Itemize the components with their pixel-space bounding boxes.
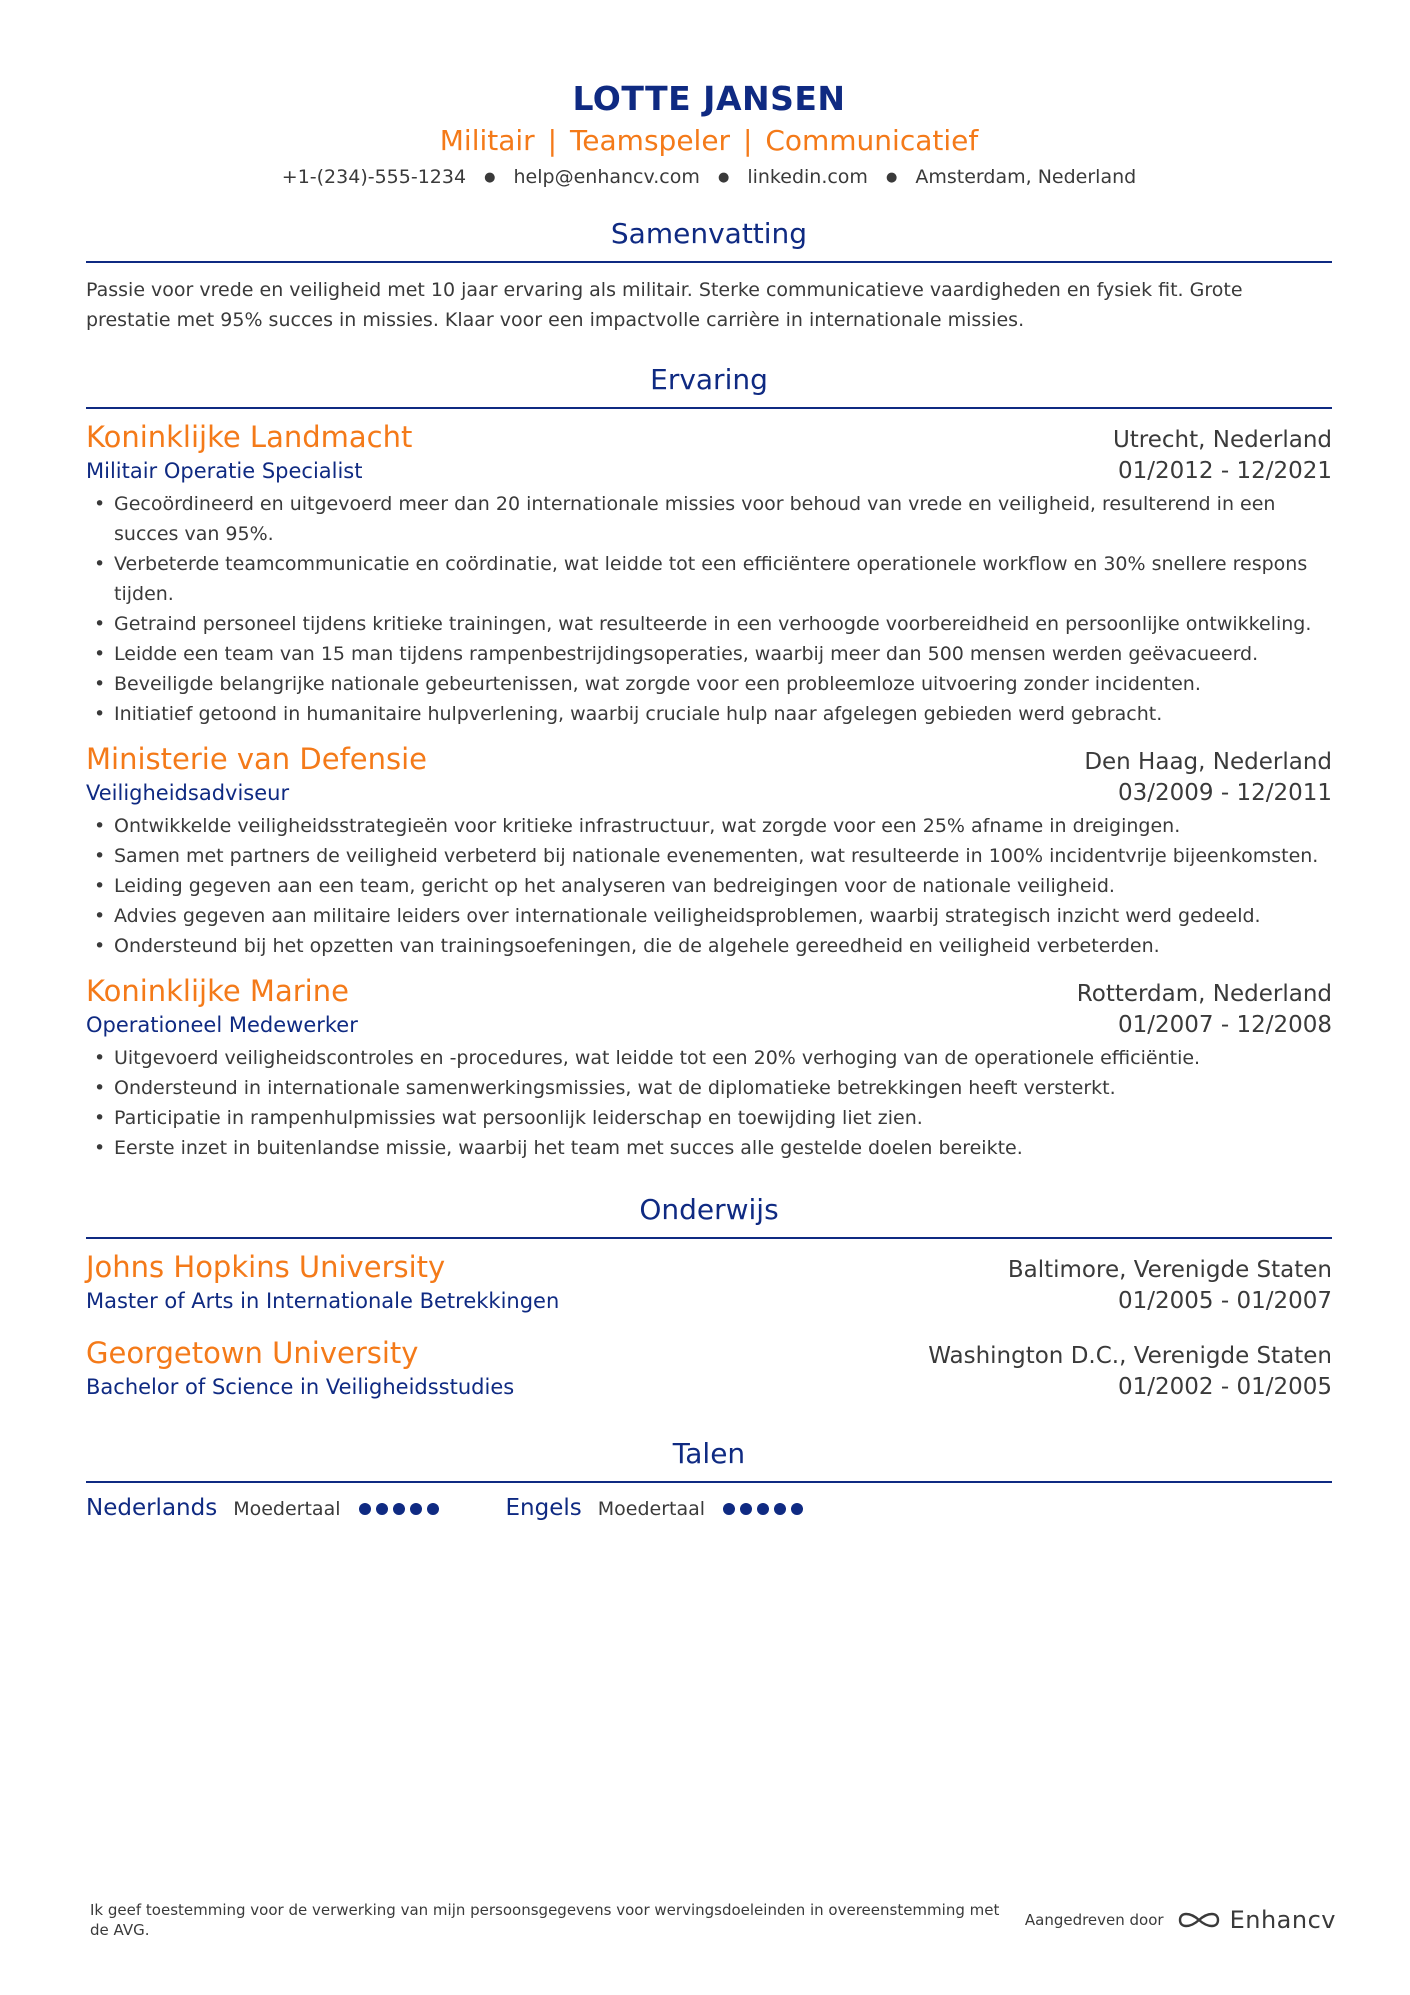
achievement-item: • Ondersteund in internationale samenwerkingsmissies, wat de diplomatieke betrekkingen heeft versterkt. (86, 1073, 1332, 1103)
language-rating (359, 1503, 444, 1515)
achievement-item: • Verbeterde teamcommunicatie en coördinatie, wat leidde tot een efficiëntere operationele workflow en 30% snellere respons tijden. (86, 549, 1332, 609)
headline-item: Militair (439, 124, 535, 157)
section-divider (86, 407, 1332, 409)
section-divider (86, 1237, 1332, 1239)
enhancv-logo-icon (1176, 1908, 1222, 1932)
achievement-item: • Gecoördineerd en uitgevoerd meer dan 20 internationale missies voor behoud van vrede en veiligheid, resulterend in een succes van 95%. (86, 489, 1332, 549)
school-name: Georgetown University (86, 1336, 419, 1370)
achievement-item: • Leiding gegeven aan een team, gericht op het analyseren van bedreigingen voor de nationale veiligheid. (86, 871, 1332, 901)
job-dates: 01/2007 - 12/2008 (1117, 1012, 1332, 1038)
contact-line (86, 164, 1332, 191)
section-title-experience: Ervaring (650, 363, 768, 396)
job-dates: 01/2012 - 12/2021 (1117, 458, 1332, 484)
rating-dot-icon (359, 1503, 371, 1515)
powered-by[interactable] (1025, 1906, 1336, 1934)
employer-location: Utrecht, Nederland (1112, 427, 1332, 453)
achievement-item: • Ontwikkelde veiligheidsstrategieën voor kritieke infrastructuur, wat zorgde voor een 25% afname in dreigingen. (86, 811, 1332, 841)
school-location: Washington D.C., Verenigde Staten (928, 1343, 1332, 1369)
summary-text: Passie voor vrede en veiligheid met 10 jaar ervaring als militair. Sterke communicatieve vaardigheden en fysiek fit. Grote prestatie met 95% succes in missies. Klaar voor een impactvolle carrière in internationale missies. (86, 279, 1243, 331)
job-dates: 03/2009 - 12/2011 (1117, 780, 1332, 806)
headline-separator: | (547, 124, 558, 157)
bullet-separator: ● (717, 170, 730, 185)
rating-dot-icon (774, 1503, 786, 1515)
bullet-separator: ● (484, 170, 496, 185)
section-title-languages: Talen (672, 1437, 746, 1470)
resume-header (86, 0, 1332, 191)
education-dates: 01/2002 - 01/2005 (1117, 1374, 1332, 1400)
languages-section (86, 1437, 1332, 1521)
rating-dot-icon (740, 1503, 752, 1515)
resume-page (86, 0, 1332, 1521)
language-name: Engels (505, 1495, 582, 1521)
employer: Koninklijke Landmacht (86, 420, 413, 454)
achievement-item: • Samen met partners de veiligheid verbeterd bij nationale evenementen, wat resulteerde in 100% incidentvrije bijeenkomsten. (86, 841, 1332, 871)
brand-name: Enhancv (1229, 1906, 1336, 1934)
employer: Ministerie van Defensie (86, 742, 428, 776)
section-title-education: Onderwijs (639, 1193, 779, 1226)
page-footer (90, 1900, 1336, 1940)
achievement-item: • Beveiligde belangrijke nationale gebeurtenissen, wat zorgde voor een probleemloze uitvoering zonder incidenten. (86, 669, 1332, 699)
rating-dot-icon (427, 1503, 439, 1515)
school-name: Johns Hopkins University (86, 1250, 446, 1284)
job-title: Operationeel Medewerker (86, 1013, 358, 1037)
rating-dot-icon (376, 1503, 388, 1515)
linkedin-link[interactable]: linkedin.com (747, 166, 868, 188)
language-item (506, 1495, 809, 1521)
section-divider (86, 1481, 1332, 1483)
headline-item: Teamspeler (569, 124, 731, 157)
achievement-item: • Leidde een team van 15 man tijdens rampenbestrijdingsoperaties, waarbij meer dan 500 mensen werden geëvacueerd. (86, 639, 1332, 669)
degree: Master of Arts in Internationale Betrekkingen (86, 1289, 560, 1313)
job-title: Veiligheidsadviseur (86, 781, 290, 805)
rating-dot-icon (393, 1503, 405, 1515)
bullet-separator: ● (886, 170, 898, 185)
privacy-consent: Ik geef toestemming voor de verwerking van mijn persoonsgegevens voor wervingsdoeleinden in overeenstemming met de AVG. (90, 1901, 1000, 1939)
experience-entry (86, 741, 1332, 961)
achievement-item: • Participatie in rampenhulpmissies wat persoonlijk leiderschap en toewijding liet zien. (86, 1103, 1332, 1133)
location: Amsterdam, Nederland (915, 166, 1137, 188)
experience-section (86, 363, 1332, 1163)
job-title: Militair Operatie Specialist (86, 459, 363, 483)
achievement-item: • Initiatief getoond in humanitaire hulpverlening, waarbij cruciale hulp naar afgelegen gebieden werd gebracht. (86, 699, 1332, 729)
powered-by-label: Aangedreven door (1024, 1911, 1164, 1929)
employer: Koninklijke Marine (86, 974, 349, 1008)
language-name: Nederlands (86, 1495, 218, 1521)
achievement-item: • Uitgevoerd veiligheidscontroles en -procedures, wat leidde tot een 20% verhoging van de operationele efficiëntie. (86, 1043, 1332, 1073)
email-link[interactable]: help@enhancv.com (513, 166, 700, 188)
degree: Bachelor of Science in Veiligheidsstudies (86, 1375, 515, 1399)
achievement-item: • Getraind personeel tijdens kritieke trainingen, wat resulteerde in een verhoogde voorbereidheid en persoonlijke ontwikkeling. (86, 609, 1332, 639)
education-entry (86, 1249, 1332, 1317)
achievement-item: • Ondersteund bij het opzetten van trainingsoefeningen, die de algehele gereedheid en veiligheid verbeterden. (86, 931, 1332, 961)
section-divider (86, 261, 1332, 263)
school-location: Baltimore, Verenigde Staten (1007, 1257, 1332, 1283)
language-level: Moedertaal (597, 1498, 706, 1520)
languages-list (86, 1495, 1332, 1521)
experience-entry (86, 419, 1332, 729)
language-item (86, 1495, 444, 1521)
achievement-list (86, 1043, 1332, 1163)
achievement-list (86, 811, 1332, 961)
experience-entry (86, 973, 1332, 1163)
achievement-list (86, 489, 1332, 729)
summary-section (86, 217, 1332, 335)
rating-dot-icon (410, 1503, 422, 1515)
language-level: Moedertaal (233, 1498, 341, 1520)
rating-dot-icon (791, 1503, 803, 1515)
candidate-name: LOTTE JANSEN (572, 79, 846, 118)
section-title-summary: Samenvatting (610, 217, 808, 250)
rating-dot-icon (723, 1503, 735, 1515)
headline-item: Communicatief (765, 124, 979, 157)
achievement-item: • Eerste inzet in buitenlandse missie, waarbij het team met succes alle gestelde doelen bereikte. (86, 1133, 1332, 1163)
education-section (86, 1193, 1332, 1403)
rating-dot-icon (757, 1503, 769, 1515)
headline (86, 124, 1332, 158)
language-rating (723, 1503, 808, 1515)
employer-location: Rotterdam, Nederland (1076, 981, 1332, 1007)
employer-location: Den Haag, Nederland (1084, 749, 1332, 775)
education-dates: 01/2005 - 01/2007 (1117, 1288, 1332, 1314)
headline-separator: | (742, 124, 753, 157)
phone: +1-(234)-555-1234 (281, 166, 467, 188)
education-entry (86, 1335, 1332, 1403)
achievement-item: • Advies gegeven aan militaire leiders over internationale veiligheidsproblemen, waarbij strategisch inzicht werd gedeeld. (86, 901, 1332, 931)
